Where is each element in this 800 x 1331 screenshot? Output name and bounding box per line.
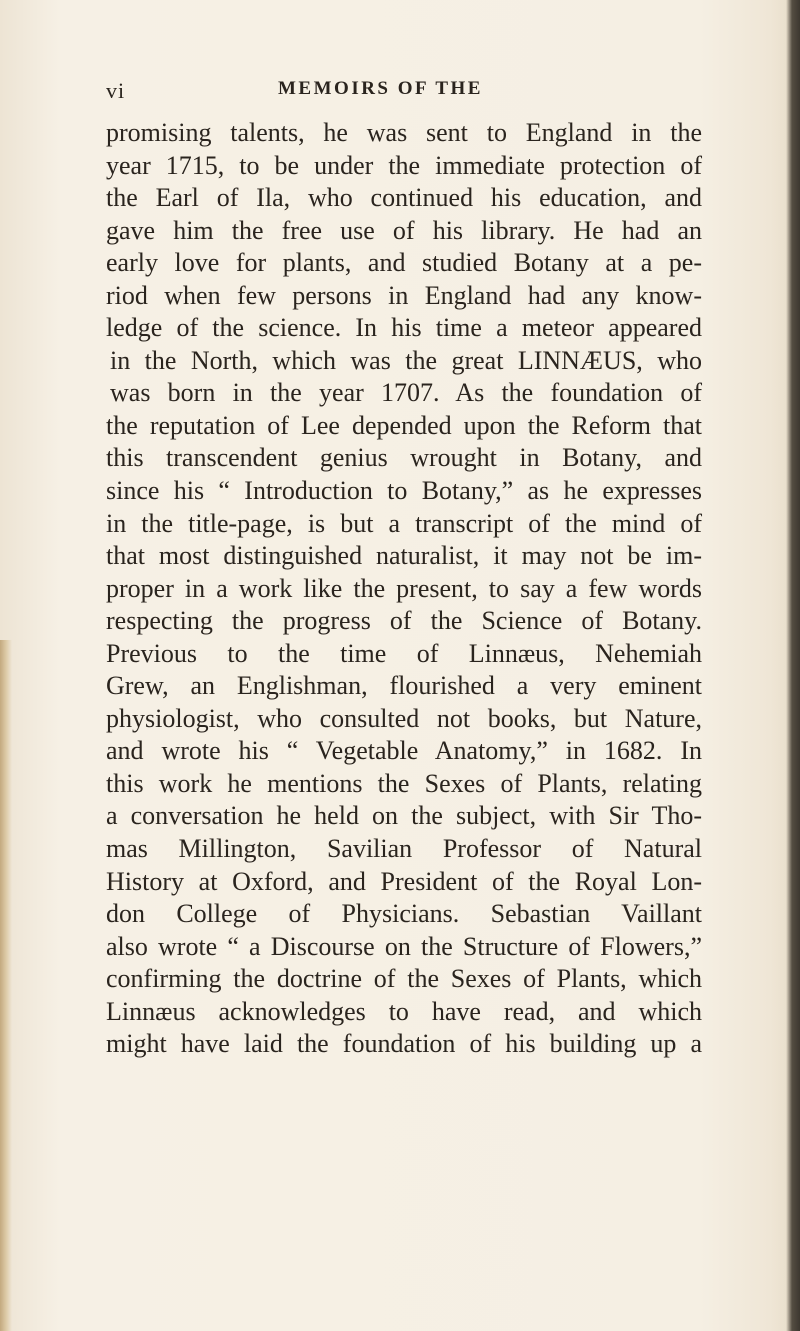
- text-line: this work he mentions the Sexes of Plants, relating: [106, 768, 702, 798]
- text-line: mas Millington, Savilian Professor of Natural: [106, 834, 702, 864]
- body-text: [106, 117, 702, 1061]
- page-edge-shadow: [786, 0, 800, 1331]
- text-line: the Earl of Ila, who continued his education, and: [106, 183, 702, 213]
- text-line: early love for plants, and studied Botany at a pe-: [106, 248, 702, 278]
- text-line: also wrote “ a Discourse on the Structure of Flowers,”: [106, 931, 702, 961]
- text-line: and wrote his “ Vegetable Anatomy,” in 1682. In: [106, 736, 702, 766]
- text-line: proper in a work like the present, to say a few words: [106, 573, 702, 603]
- text-line: Previous to the time of Linnæus, Nehemiah: [106, 638, 702, 668]
- text-line: don College of Physicians. Sebastian Vaillant: [106, 899, 702, 929]
- text-line: the reputation of Lee depended upon the Reform that: [106, 410, 702, 440]
- running-head: [106, 78, 706, 114]
- text-line: confirming the doctrine of the Sexes of Plants, which: [106, 964, 702, 994]
- text-line: a conversation he held on the subject, with Sir Tho-: [106, 801, 702, 831]
- text-line: riod when few persons in England had any know-: [106, 280, 702, 310]
- text-line: gave him the free use of his library. He had an: [106, 215, 702, 245]
- text-line: this transcendent genius wrought in Botany, and: [106, 443, 702, 473]
- text-line: respecting the progress of the Science of Botany.: [106, 606, 702, 636]
- text-line: in the North, which was the great LINNÆUS, who: [110, 345, 702, 375]
- text-line: since his “ Introduction to Botany,” as he expresses: [106, 476, 702, 506]
- text-line: Linnæus acknowledges to have read, and which: [106, 996, 702, 1026]
- text-line: might have laid the foundation of his building up a: [106, 1029, 702, 1059]
- page-binding-shadow: [0, 640, 12, 1331]
- text-line: physiologist, who consulted not books, but Nature,: [106, 703, 702, 733]
- text-line: ledge of the science. In his time a meteor appeared: [106, 313, 702, 343]
- text-line: was born in the year 1707. As the foundation of: [110, 378, 702, 408]
- text-line: Grew, an Englishman, flourished a very eminent: [106, 671, 702, 701]
- text-line: that most distinguished naturalist, it may not be im-: [106, 541, 702, 571]
- text-line: year 1715, to be under the immediate protection of: [106, 150, 702, 180]
- text-line: in the title-page, is but a transcript of the mind of: [106, 508, 702, 538]
- text-line: promising talents, he was sent to England in the: [106, 118, 702, 147]
- running-title: MEMOIRS OF THE: [278, 78, 483, 99]
- text-line: History at Oxford, and President of the Royal Lon-: [106, 866, 702, 896]
- page-number: vi: [106, 78, 126, 103]
